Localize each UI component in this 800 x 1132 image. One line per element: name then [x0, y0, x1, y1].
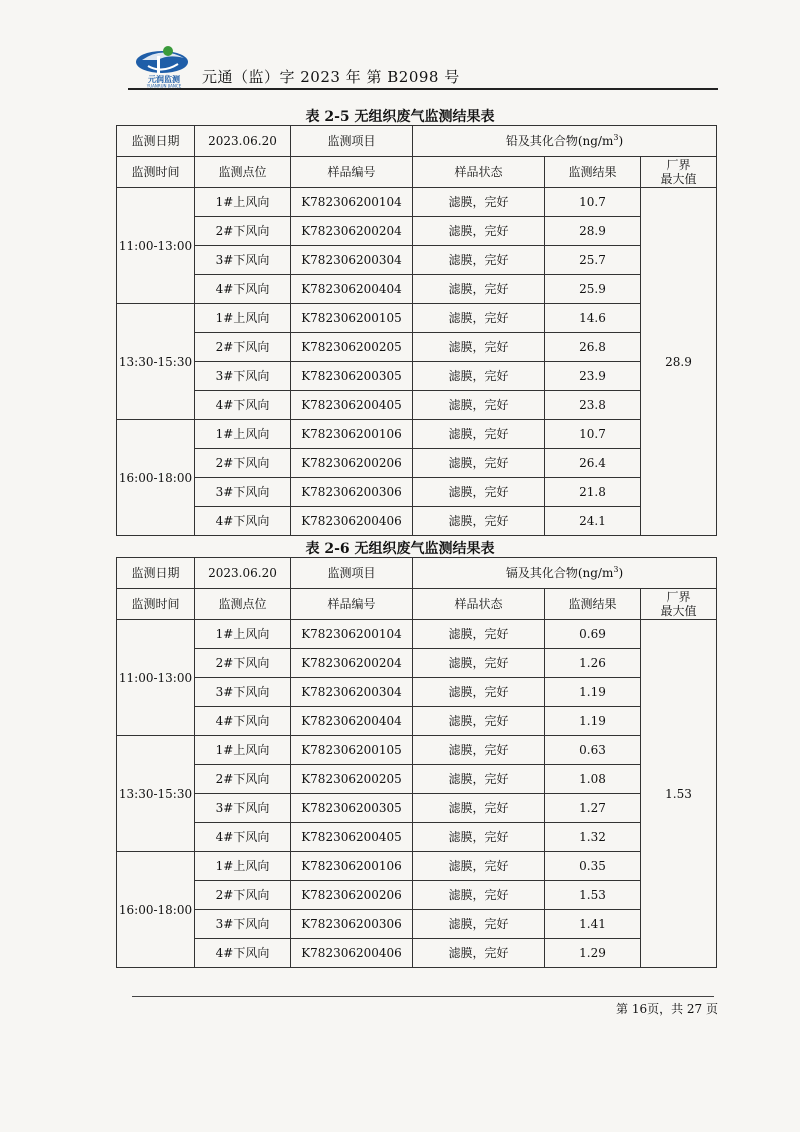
table-row: [117, 852, 717, 881]
state-cell: 滤膜，完好: [413, 939, 545, 968]
table-row: [117, 678, 717, 707]
table-header-row: [117, 558, 717, 589]
max-label: 厂界 最大值: [641, 589, 717, 620]
state-cell: 滤膜，完好: [413, 852, 545, 881]
table-row: [117, 188, 717, 217]
sample-cell: K782306200105: [291, 736, 413, 765]
point-cell: 3#下风向: [195, 910, 291, 939]
result-cell: 25.9: [545, 275, 641, 304]
state-cell: 滤膜，完好: [413, 420, 545, 449]
state-cell: 滤膜，完好: [413, 362, 545, 391]
date-value: 2023.06.20: [195, 558, 291, 589]
table-row: [117, 707, 717, 736]
state-cell: 滤膜，完好: [413, 217, 545, 246]
table-header-row: [117, 157, 717, 188]
point-cell: 3#下风向: [195, 794, 291, 823]
result-label: 监测结果: [545, 589, 641, 620]
point-cell: 2#下风向: [195, 333, 291, 362]
state-cell: 滤膜，完好: [413, 765, 545, 794]
result-cell: 25.7: [545, 246, 641, 275]
result-cell: 1.19: [545, 678, 641, 707]
point-cell: 3#下风向: [195, 478, 291, 507]
table-row: [117, 823, 717, 852]
state-label: 样品状态: [413, 589, 545, 620]
point-label: 监测点位: [195, 589, 291, 620]
time-label: 监测时间: [117, 157, 195, 188]
date-label: 监测日期: [117, 126, 195, 157]
time-cell: 16:00-18:00: [117, 852, 195, 968]
point-cell: 3#下风向: [195, 362, 291, 391]
sample-cell: K782306200406: [291, 939, 413, 968]
table-header-row: [117, 126, 717, 157]
table-row: [117, 333, 717, 362]
sample-cell: K782306200305: [291, 794, 413, 823]
time-cell: 16:00-18:00: [117, 420, 195, 536]
date-value: 2023.06.20: [195, 126, 291, 157]
result-cell: 10.7: [545, 188, 641, 217]
point-cell: 1#上风向: [195, 620, 291, 649]
result-cell: 1.19: [545, 707, 641, 736]
table-row: [117, 217, 717, 246]
point-label: 监测点位: [195, 157, 291, 188]
point-cell: 4#下风向: [195, 507, 291, 536]
state-cell: 滤膜，完好: [413, 823, 545, 852]
sample-cell: K782306200106: [291, 852, 413, 881]
sample-cell: K782306200204: [291, 217, 413, 246]
result-cell: 26.4: [545, 449, 641, 478]
result-cell: 0.35: [545, 852, 641, 881]
table-row: [117, 275, 717, 304]
table-row: [117, 794, 717, 823]
state-cell: 滤膜，完好: [413, 794, 545, 823]
result-label: 监测结果: [545, 157, 641, 188]
table-caption: 表 2-6 无组织废气监测结果表: [305, 541, 495, 557]
state-label: 样品状态: [413, 157, 545, 188]
sample-cell: K782306200205: [291, 333, 413, 362]
point-cell: 1#上风向: [195, 304, 291, 333]
page-number: 第 16页，共 27 页: [616, 1002, 718, 1016]
sample-cell: K782306200104: [291, 188, 413, 217]
logo-subtext: YUANRUN JIANCE: [146, 83, 182, 88]
sample-cell: K782306200206: [291, 449, 413, 478]
sample-cell: K782306200405: [291, 391, 413, 420]
point-cell: 1#上风向: [195, 188, 291, 217]
point-cell: 4#下风向: [195, 275, 291, 304]
state-cell: 滤膜，完好: [413, 275, 545, 304]
result-cell: 1.27: [545, 794, 641, 823]
header-divider: [128, 88, 718, 90]
sample-cell: K782306200305: [291, 362, 413, 391]
table-row: [117, 478, 717, 507]
sample-cell: K782306200404: [291, 275, 413, 304]
state-cell: 滤膜，完好: [413, 507, 545, 536]
point-cell: 2#下风向: [195, 881, 291, 910]
footer-divider: [132, 996, 714, 997]
sample-cell: K782306200104: [291, 620, 413, 649]
result-cell: 10.7: [545, 420, 641, 449]
table-caption: 表 2-5 无组织废气监测结果表: [305, 109, 495, 125]
result-cell: 1.29: [545, 939, 641, 968]
point-cell: 1#上风向: [195, 420, 291, 449]
state-cell: 滤膜，完好: [413, 707, 545, 736]
point-cell: 2#下风向: [195, 449, 291, 478]
point-cell: 3#下风向: [195, 678, 291, 707]
state-cell: 滤膜，完好: [413, 188, 545, 217]
state-cell: 滤膜，完好: [413, 910, 545, 939]
result-cell: 23.8: [545, 391, 641, 420]
sample-cell: K782306200404: [291, 707, 413, 736]
max-value-cell: 1.53: [641, 620, 717, 968]
result-cell: 1.41: [545, 910, 641, 939]
company-logo: [128, 44, 198, 88]
result-cell: 24.1: [545, 507, 641, 536]
point-cell: 4#下风向: [195, 391, 291, 420]
point-cell: 4#下风向: [195, 707, 291, 736]
table-row: [117, 649, 717, 678]
sample-cell: K782306200204: [291, 649, 413, 678]
page-header: [128, 44, 718, 90]
table-row: [117, 507, 717, 536]
state-cell: 滤膜，完好: [413, 333, 545, 362]
results-table-lead: [116, 125, 717, 536]
result-cell: 1.32: [545, 823, 641, 852]
max-value-cell: 28.9: [641, 188, 717, 536]
sample-cell: K782306200205: [291, 765, 413, 794]
time-cell: 13:30-15:30: [117, 304, 195, 420]
sample-cell: K782306200105: [291, 304, 413, 333]
result-cell: 28.9: [545, 217, 641, 246]
time-cell: 11:00-13:00: [117, 620, 195, 736]
time-cell: 11:00-13:00: [117, 188, 195, 304]
sample-cell: K782306200406: [291, 507, 413, 536]
point-cell: 1#上风向: [195, 852, 291, 881]
sample-label: 样品编号: [291, 157, 413, 188]
point-cell: 4#下风向: [195, 939, 291, 968]
state-cell: 滤膜，完好: [413, 620, 545, 649]
item-value: 镉及其化合物$(ng/m^3)$: [413, 558, 717, 589]
table-header-row: [117, 589, 717, 620]
point-cell: 4#下风向: [195, 823, 291, 852]
state-cell: 滤膜，完好: [413, 478, 545, 507]
point-cell: 1#上风向: [195, 736, 291, 765]
table-row: [117, 391, 717, 420]
table-row: [117, 304, 717, 333]
state-cell: 滤膜，完好: [413, 304, 545, 333]
point-cell: 3#下风向: [195, 246, 291, 275]
result-cell: 0.63: [545, 736, 641, 765]
time-cell: 13:30-15:30: [117, 736, 195, 852]
item-value: 铅及其化合物$(ng/m^3)$: [413, 126, 717, 157]
point-cell: 2#下风向: [195, 649, 291, 678]
sample-cell: K782306200304: [291, 246, 413, 275]
result-cell: 1.08: [545, 765, 641, 794]
table-row: [117, 362, 717, 391]
max-label: 厂界 最大值: [641, 157, 717, 188]
date-label: 监测日期: [117, 558, 195, 589]
result-cell: 21.8: [545, 478, 641, 507]
sample-label: 样品编号: [291, 589, 413, 620]
sample-cell: K782306200206: [291, 881, 413, 910]
point-cell: 2#下风向: [195, 765, 291, 794]
result-cell: 1.26: [545, 649, 641, 678]
result-cell: 0.69: [545, 620, 641, 649]
state-cell: 滤膜，完好: [413, 881, 545, 910]
result-cell: 23.9: [545, 362, 641, 391]
state-cell: 滤膜，完好: [413, 449, 545, 478]
table-row: [117, 765, 717, 794]
state-cell: 滤膜，完好: [413, 649, 545, 678]
table-row: [117, 246, 717, 275]
table-row: [117, 910, 717, 939]
result-cell: 26.8: [545, 333, 641, 362]
item-label: 监测项目: [291, 126, 413, 157]
state-cell: 滤膜，完好: [413, 246, 545, 275]
sample-cell: K782306200106: [291, 420, 413, 449]
sample-cell: K782306200405: [291, 823, 413, 852]
table-row: [117, 736, 717, 765]
result-cell: 14.6: [545, 304, 641, 333]
state-cell: 滤膜，完好: [413, 391, 545, 420]
result-cell: 1.53: [545, 881, 641, 910]
state-cell: 滤膜，完好: [413, 736, 545, 765]
table-row: [117, 420, 717, 449]
table-row: [117, 939, 717, 968]
report-number: 元通（监）字 2023 年 第 B2098 号: [202, 68, 460, 86]
table-row: [117, 620, 717, 649]
table-row: [117, 449, 717, 478]
sample-cell: K782306200306: [291, 478, 413, 507]
point-cell: 2#下风向: [195, 217, 291, 246]
sample-cell: K782306200306: [291, 910, 413, 939]
time-label: 监测时间: [117, 589, 195, 620]
logo-text: 元润监测: [148, 75, 180, 84]
state-cell: 滤膜，完好: [413, 678, 545, 707]
results-table-cadmium: [116, 557, 717, 968]
item-label: 监测项目: [291, 558, 413, 589]
table-row: [117, 881, 717, 910]
sample-cell: K782306200304: [291, 678, 413, 707]
